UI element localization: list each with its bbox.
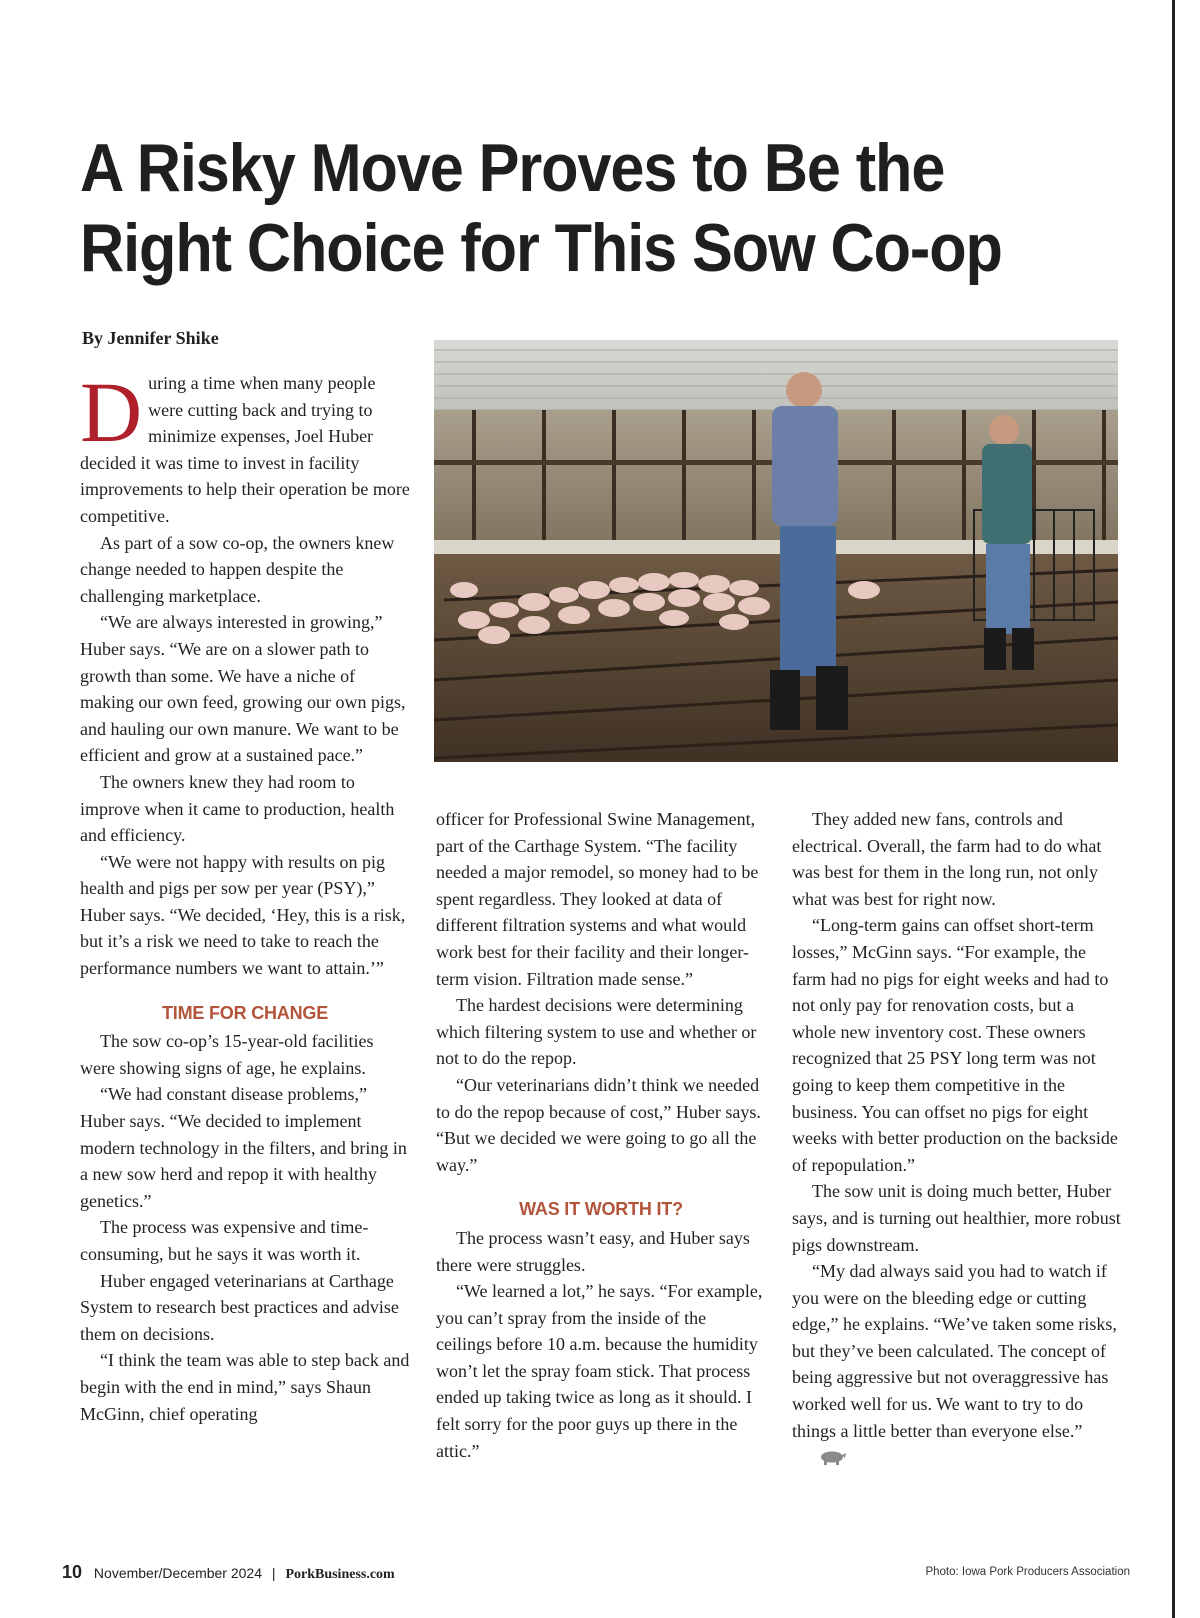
- paragraph: The hardest decisions were determining which filtering system to use and whether or not to do the repop.: [436, 995, 757, 1069]
- paragraph: “My dad always said you had to watch if you were on the bleeding edge or cutting edge,” he explains. “We’ve taken some risks, but they’ve been calculated. The concept of being aggressive but not overaggressive has worked well for us. We want to try to do things a little better than everyone else.”: [792, 1258, 1122, 1472]
- article-headline: [80, 128, 1034, 288]
- pig-barn-photo: [434, 340, 1118, 762]
- footer-separator: |: [271, 1565, 276, 1581]
- headline-line-2: Right Choice for This Sow Co-op: [80, 210, 1002, 286]
- headline-line-1: A Risky Move Proves to Be the: [80, 130, 945, 206]
- photo-credit: Photo: Iowa Pork Producers Association: [925, 1566, 1130, 1578]
- paragraph: As part of a sow co-op, the owners knew change needed to happen despite the challenging marketplace.: [80, 532, 395, 606]
- paragraph: “Our veterinarians didn’t think we needed to do the repop because of cost,” Huber says. “But we decided we were going to go all the way.”: [436, 1074, 761, 1175]
- issue-date: November/December 2024: [93, 1565, 263, 1581]
- drop-cap: D: [80, 364, 143, 460]
- paragraph: The process wasn’t easy, and Huber says there were struggles.: [436, 1227, 750, 1275]
- paragraph: During a time when many people were cutting back and trying to minimize expenses, Joel Huber decided it was time to invest in facility improvements to help their operation be more competitive.: [80, 364, 410, 526]
- paragraph: The sow unit is doing much better, Huber says, and is turning out healthier, more robust pigs downstream.: [792, 1181, 1121, 1255]
- pig-icon: [798, 1446, 846, 1473]
- page-footer: [62, 1562, 395, 1583]
- paragraph: Huber engaged veterinarians at Carthage System to research best practices and advise them on decisions.: [80, 1270, 399, 1344]
- farmer-woman: [982, 415, 1034, 670]
- paragraph: They added new fans, controls and electrical. Overall, the farm had to do what was best for them in the long run, not only what was best for right now.: [792, 809, 1102, 909]
- page-edge-rule: [1172, 0, 1175, 1618]
- byline: By Jennifer Shike: [82, 328, 219, 348]
- paragraph: “We were not happy with results on pig health and pigs per sow per year (PSY),” Huber says. “We decided, ‘Hey, this is a risk, but it’s a risk we need to take to reach the performance numbers we want to attain.’”: [80, 851, 406, 979]
- article-column-2: [436, 806, 766, 1464]
- paragraph: “We are always interested in growing,” Huber says. “We are on a slower path to growth than some. We have a niche of making our own feed, growing our own pigs, and hauling our own manure. We want to be efficient and grow at a sustained pace.”: [80, 612, 406, 766]
- paragraph: officer for Professional Swine Management, part of the Carthage System. “The facility needed a major remodel, so money had to be spent regardless. They looked at data of different filtration systems and what would work best for their facility and their longer-term vision. Filtration made sense.”: [436, 809, 759, 989]
- paragraph: The sow co-op’s 15-year-old facilities were showing signs of age, he explains.: [80, 1031, 374, 1078]
- paragraph: “We learned a lot,” he says. “For example, you can’t spray from the inside of the ceilings before 10 a.m. because the humidity won’t let the spray foam stick. That process ended up taking twice as long as it should. I felt sorry for the poor guys up there in the attic.”: [436, 1281, 763, 1461]
- paragraph: “We had constant disease problems,” Huber says. “We decided to implement modern technology in the filters, and bring in a new sow herd and repop it with healthy genetics.”: [80, 1084, 407, 1211]
- section-subhead: WAS IT WORTH IT?: [519, 1199, 683, 1220]
- paragraph: The process was expensive and time-consuming, but he says it was worth it.: [80, 1217, 369, 1264]
- page-number: 10: [62, 1562, 83, 1582]
- paragraph: “Long-term gains can offset short-term losses,” McGinn says. “For example, the farm had no pigs for eight weeks and had to not only pay for renovation costs, but a whole new inventory cost. These owners recognized that 25 PSY long term was not going to keep them competitive in the business. You can offset no pigs for eight weeks with better production on the backside of repopulation.”: [792, 915, 1118, 1175]
- article-column-3: [792, 806, 1122, 1472]
- section-subhead: TIME FOR CHANGE: [162, 1002, 328, 1023]
- article-photo: [434, 340, 1118, 762]
- article-column-1: [80, 364, 410, 1427]
- paragraph: “I think the team was able to step back and begin with the end in mind,” says Shaun McGinn, chief operating: [80, 1350, 410, 1424]
- site-link[interactable]: PorkBusiness.com: [285, 1567, 395, 1582]
- paragraph: The owners knew they had room to improve when it came to production, health and efficiency.: [80, 771, 395, 846]
